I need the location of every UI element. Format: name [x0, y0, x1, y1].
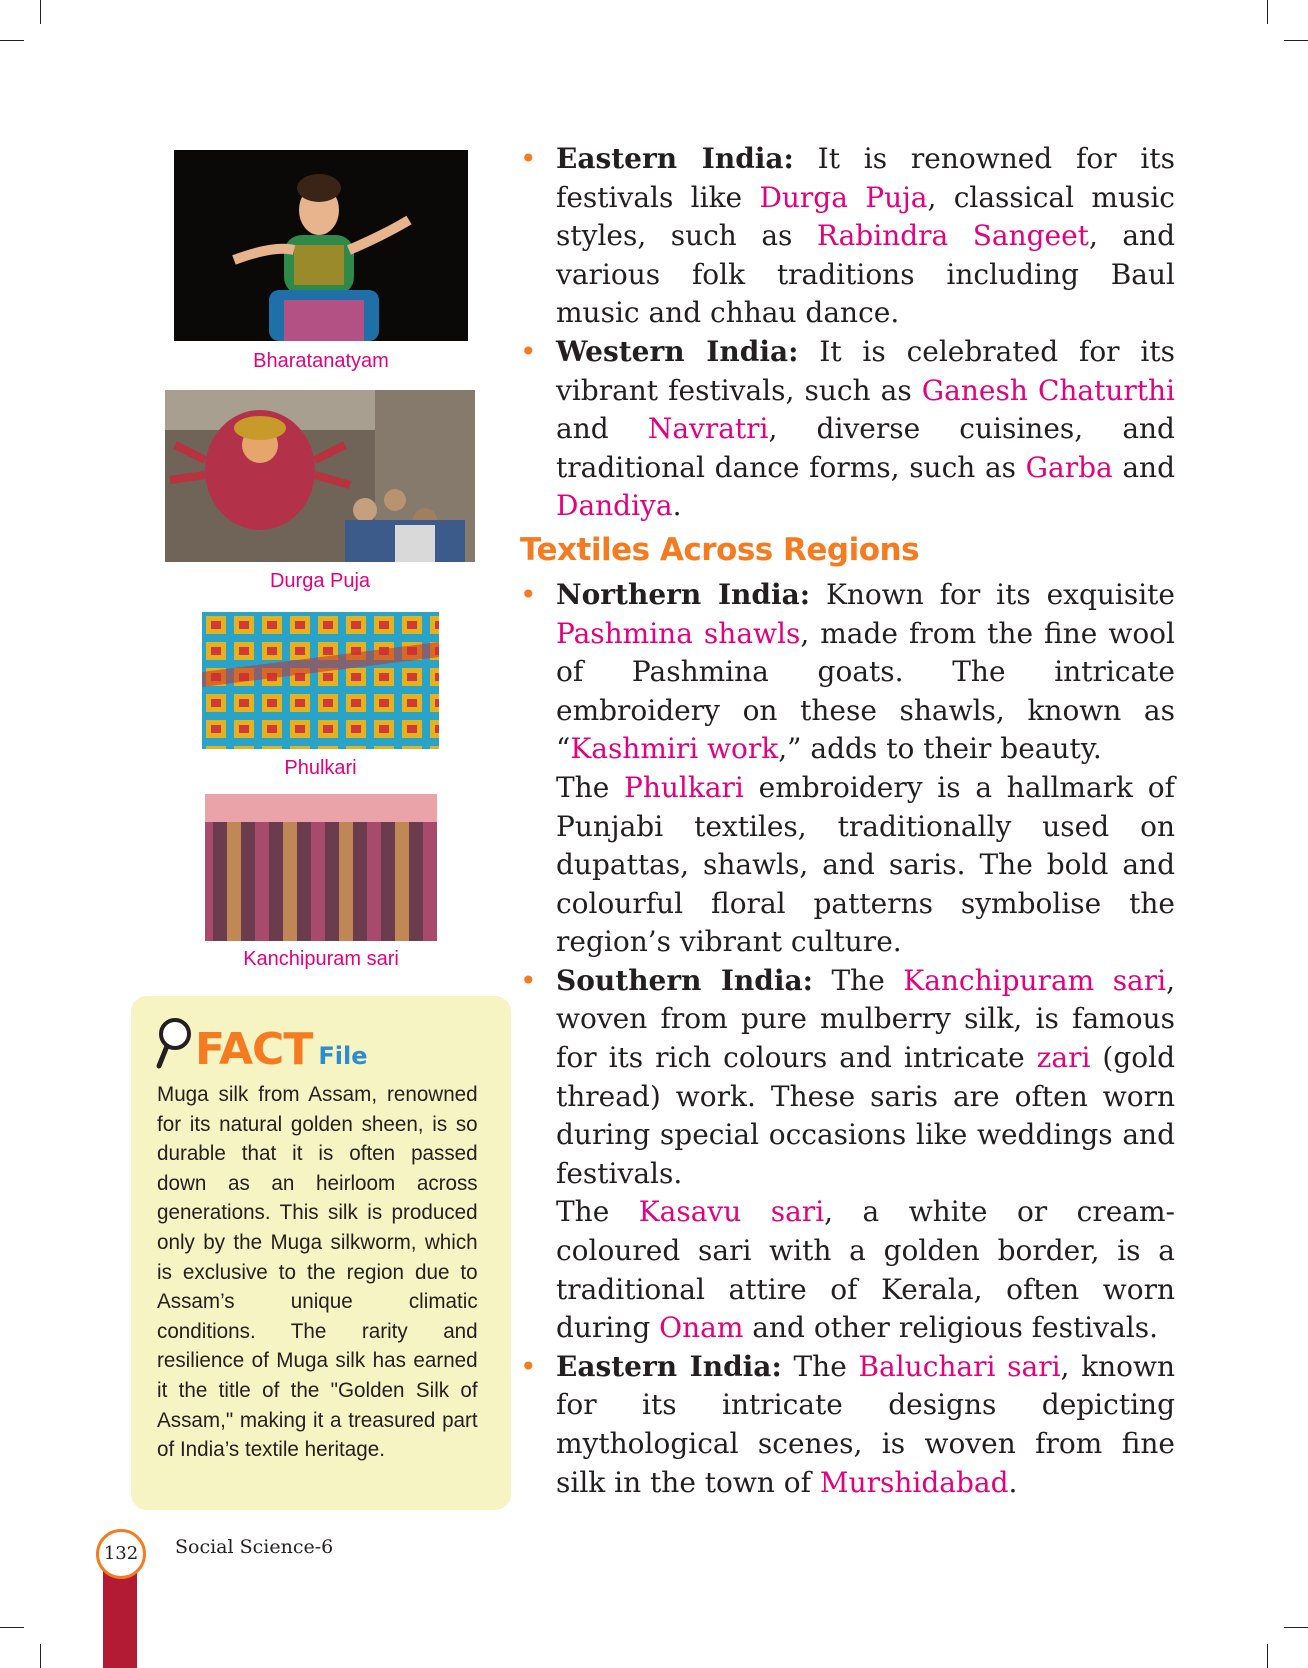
crop-mark [1284, 1627, 1308, 1628]
text: It is celebrated for its vibrant festivals, such as [556, 334, 1175, 407]
text: , and various folk traditions including Baul music and chhau dance. [556, 219, 1175, 330]
bullet-eastern-culture [520, 140, 1175, 333]
text: , known for its intricate designs depicting mythological scenes, is woven from fine silk in the town of [556, 1349, 1175, 1499]
text: , classical music styles, such as [556, 180, 1175, 253]
highlight-term: Rabindra Sangeet [816, 219, 1089, 253]
highlight-term: Phulkari [624, 770, 744, 804]
highlight-term: Kasavu sari [638, 1195, 825, 1229]
crop-mark [1284, 40, 1308, 41]
magnifier-icon [153, 1016, 195, 1072]
phulkari-photo [202, 612, 439, 749]
text: and [1112, 450, 1175, 484]
image-caption: Bharatanatyam [253, 350, 389, 372]
image-caption: Kanchipuram sari [243, 948, 399, 970]
book-title: Social Science-6 [175, 1536, 334, 1558]
highlight-term: Onam [659, 1311, 744, 1345]
text: It is renowned for its festivals like [556, 142, 1175, 214]
text: The [556, 1195, 639, 1229]
image-caption: Phulkari [284, 757, 357, 779]
image-caption: Durga Puja [269, 570, 371, 592]
text: , made from the fine wool of Pashmina goats. The intricate embroidery on these shawls, known as “ [556, 616, 1175, 766]
text: ,” adds to their beauty. [778, 732, 1102, 766]
highlight-term: Navratri [647, 412, 769, 446]
highlight-term: Baluchari sari [858, 1349, 1061, 1383]
crop-mark [0, 1627, 24, 1628]
bullet-eastern-textiles [520, 1348, 1175, 1502]
crop-mark [40, 0, 41, 24]
text: The [556, 770, 625, 804]
section-heading: Textiles Across Regions [520, 531, 920, 568]
highlight-term: Kashmiri work [570, 732, 779, 766]
highlight-term: Ganesh Chaturthi [921, 373, 1175, 407]
fact-file-title [195, 1024, 368, 1075]
bullet-label: Western India: [556, 334, 799, 368]
fact-file-text: Muga silk from Assam, renowned for its natural golden sheen, is so durable that it is often passed down as an heirloom across generations. This silk is produced only by the Muga silkworm, which is exclusive to the region due to Assam’s unique climatic conditions. The rarity and resilience of Muga silk has earned it the title of the "Golden Silk of Assam," making it a treasured part of India’s textile heritage. [157, 1082, 478, 1462]
text: (gold thread) work. These saris are often worn during special occasions like weddings and festivals. [556, 1041, 1175, 1190]
text: The [781, 1349, 859, 1383]
durga-puja-photo [165, 390, 475, 562]
highlight-term: Garba [1025, 450, 1113, 484]
bullet-western-culture [520, 333, 1175, 526]
bullet-label: Northern India: [556, 577, 811, 611]
highlight-term: Kanchipuram sari [903, 963, 1167, 997]
text: , a white or cream-coloured sari with a golden border, is a traditional attire of Kerala, often worn during [556, 1195, 1175, 1345]
main-column [520, 140, 1175, 1502]
bullet-northern-textiles [520, 576, 1175, 769]
text: and [556, 412, 648, 446]
bullet-label: Eastern India: [556, 142, 794, 175]
highlight-term: Dandiya [556, 489, 673, 523]
crop-mark [40, 1644, 41, 1668]
page-number: 132 [96, 1529, 146, 1579]
text: , diverse cuisines, and traditional dance forms, such as [556, 412, 1175, 484]
text: and other religious festivals. [743, 1311, 1158, 1345]
fact-file-box [131, 996, 511, 1510]
crop-mark [0, 40, 24, 41]
text: . [1008, 1465, 1018, 1499]
text: embroidery is a hallmark of Punjabi textiles, traditionally used on dupattas, shawls, and saris. The bold and colourful floral patterns symbolise the region’s vibrant culture. [556, 770, 1175, 959]
text: . [672, 489, 682, 523]
highlight-term: Murshidabad [819, 1465, 1009, 1499]
highlight-term: Durga Puja [759, 180, 928, 214]
crop-mark [1267, 1644, 1268, 1668]
crop-mark [1267, 0, 1268, 24]
bullet-label: Southern India: [556, 963, 813, 997]
bharatanatyam-photo [174, 150, 468, 341]
highlight-term: zari [1036, 1041, 1091, 1075]
paragraph-phulkari [520, 769, 1175, 962]
bullet-southern-textiles [520, 962, 1175, 1194]
fact-title-big: FACT [195, 1024, 313, 1075]
text: , woven from pure mulberry silk, is famous for its rich colours and intricate [556, 963, 1175, 1075]
kanchipuram-sari-photo [205, 794, 437, 941]
bullet-label: Eastern India: [556, 1349, 782, 1383]
fact-title-small: File [318, 1042, 368, 1070]
highlight-term: Pashmina shawls [556, 616, 801, 650]
paragraph-kasavu [520, 1193, 1175, 1347]
text: The [812, 963, 904, 997]
text: Known for its exquisite [810, 577, 1175, 611]
